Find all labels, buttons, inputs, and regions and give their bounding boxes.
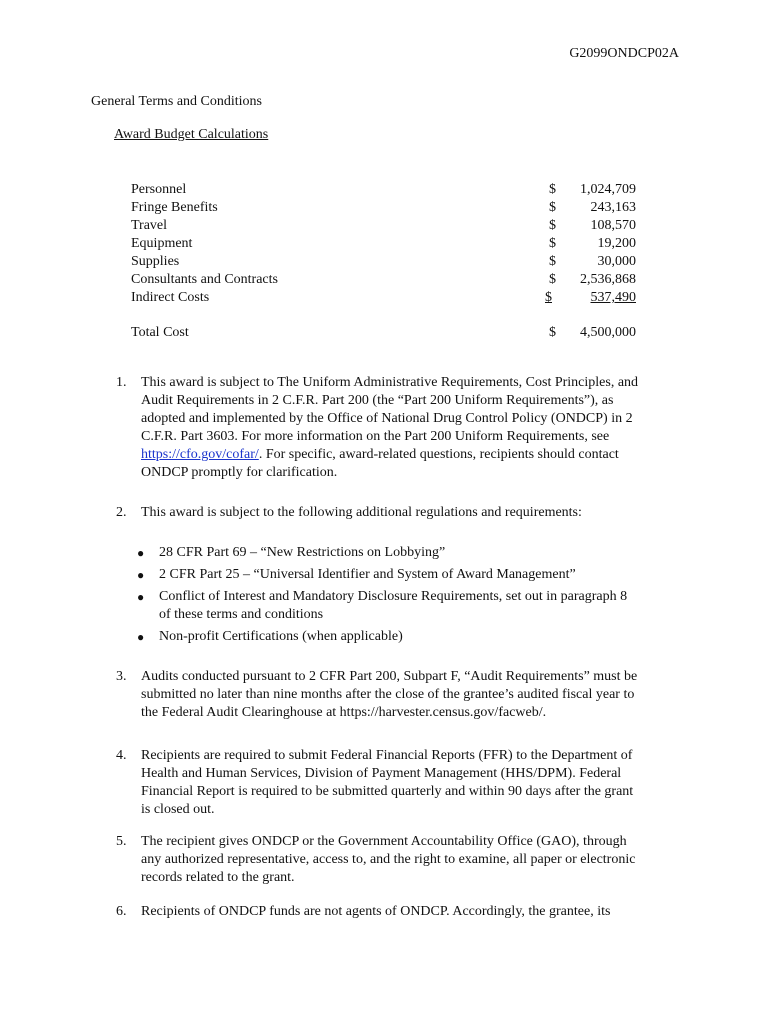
budget-label: Supplies: [131, 254, 180, 269]
budget-label: Indirect Costs: [131, 290, 210, 305]
budget-row: [131, 199, 636, 217]
item-text: [141, 668, 686, 722]
text-line: Audit Requirements in 2 C.F.R. Part 200 (the “Part 200 Uniform Requirements”), as: [141, 393, 614, 408]
text-line: Conflict of Interest and Mandatory Disclosure Requirements, set out in paragraph 8: [159, 589, 628, 604]
currency-symbol: $: [549, 218, 556, 233]
text-line: any authorized representative, access to, and the right to examine, all paper or electronic: [141, 852, 636, 867]
budget-label: Consultants and Contracts: [131, 272, 278, 287]
budget-label: Fringe Benefits: [131, 200, 218, 215]
budget-row: [131, 253, 636, 271]
budget-row: [131, 289, 636, 307]
total-amount: 4,500,000: [580, 325, 636, 340]
currency-symbol: $: [549, 182, 556, 197]
text-line: records related to the grant.: [141, 870, 295, 885]
text-line: Non-profit Certifications (when applicable): [159, 629, 403, 644]
budget-amount: 108,570: [590, 218, 636, 233]
budget-label: Travel: [131, 218, 168, 233]
budget-label: Equipment: [131, 236, 193, 251]
text-line: [141, 446, 686, 464]
page-title: General Terms and Conditions: [91, 94, 263, 109]
text-line: 2 CFR Part 25 – “Universal Identifier and System of Award Management”: [159, 567, 576, 582]
text-line: submitted no later than nine months after the close of the grantee’s audited fiscal year to: [141, 687, 635, 702]
currency-symbol: $: [549, 200, 556, 215]
item-number: 6.: [116, 904, 127, 919]
budget-row: [131, 235, 636, 253]
section-subtitle: Award Budget Calculations: [114, 127, 269, 142]
item-number: 5.: [116, 834, 127, 849]
currency-symbol: $: [545, 290, 552, 305]
text-line: This award is subject to The Uniform Administrative Requirements, Cost Principles, and: [141, 375, 639, 390]
bullet-icon: ●: [137, 630, 145, 644]
text-line: ONDCP promptly for clarification.: [141, 465, 338, 480]
budget-row: [131, 181, 636, 199]
budget-label: Personnel: [131, 182, 187, 197]
total-label: Total Cost: [131, 325, 189, 340]
budget-amount: 2,536,868: [580, 272, 636, 287]
budget-table: [131, 181, 636, 342]
text-line: the Federal Audit Clearinghouse at https://harvester.census.gov/facweb/.: [141, 705, 547, 720]
item-number: 4.: [116, 748, 127, 763]
text-line: Health and Human Services, Division of Payment Management (HHS/DPM). Federal: [141, 766, 622, 781]
item-text: [141, 747, 686, 819]
bullet-icon: ●: [137, 546, 145, 560]
budget-row: [131, 217, 636, 235]
budget-total-row: [131, 324, 636, 342]
bullet-icon: ●: [137, 568, 145, 582]
item-text: [141, 903, 686, 921]
currency-symbol: $: [549, 236, 556, 251]
text-line: Financial Report is required to be submitted quarterly and within 90 days after the grant: [141, 784, 634, 799]
budget-amount: 537,490: [590, 290, 636, 305]
budget-amount: 30,000: [597, 254, 636, 269]
text-line: 28 CFR Part 69 – “New Restrictions on Lobbying”: [159, 545, 446, 560]
item-text: [141, 833, 686, 887]
list-item: [137, 628, 677, 646]
text-line: This award is subject to the following additional regulations and requirements:: [141, 505, 582, 520]
text-line: is closed out.: [141, 802, 215, 817]
requirements-bullet-list: [137, 544, 677, 650]
list-item: [137, 588, 677, 624]
budget-row: [131, 271, 636, 289]
currency-symbol: $: [549, 272, 556, 287]
list-item: [137, 566, 677, 584]
text-line: C.F.R. Part 3603. For more information on the Part 200 Uniform Requirements, see: [141, 429, 610, 444]
list-item: [137, 544, 677, 562]
currency-symbol: $: [549, 254, 556, 269]
cofar-link[interactable]: https://cfo.gov/cofar/: [141, 447, 259, 462]
item-number: 3.: [116, 669, 127, 684]
link-trailing-text: . For specific, award-related questions, recipients should contact: [258, 447, 619, 462]
item-text: [141, 504, 686, 522]
bullet-icon: ●: [137, 590, 145, 604]
text-line: The recipient gives ONDCP or the Government Accountability Office (GAO), through: [141, 834, 627, 849]
text-line: of these terms and conditions: [159, 607, 324, 622]
text-line: Recipients of ONDCP funds are not agents of ONDCP. Accordingly, the grantee, its: [141, 904, 611, 919]
item-text: [141, 374, 686, 482]
currency-symbol: $: [549, 325, 556, 340]
item-number: 1.: [116, 375, 127, 390]
text-line: Recipients are required to submit Federal Financial Reports (FFR) to the Department of: [141, 748, 633, 763]
budget-amount: 243,163: [590, 200, 636, 215]
budget-amount: 1,024,709: [580, 182, 636, 197]
document-id: G2099ONDCP02A: [569, 46, 679, 61]
budget-amount: 19,200: [597, 236, 636, 251]
text-line: adopted and implemented by the Office of National Drug Control Policy (ONDCP) in 2: [141, 411, 633, 426]
text-line: Audits conducted pursuant to 2 CFR Part 200, Subpart F, “Audit Requirements” must be: [141, 669, 638, 684]
item-number: 2.: [116, 505, 127, 520]
